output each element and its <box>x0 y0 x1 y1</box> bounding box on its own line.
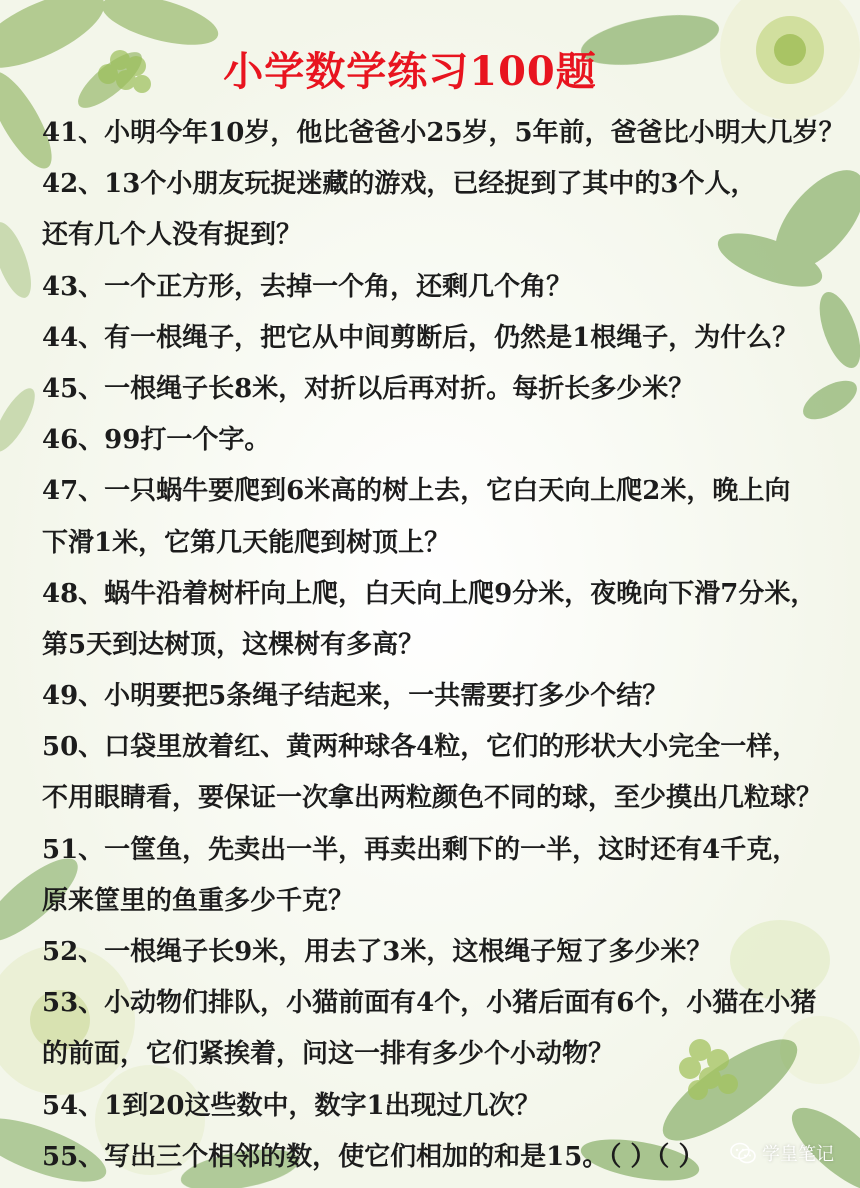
question-list <box>42 108 852 1183</box>
watermark <box>730 1140 834 1166</box>
watermark-text: 学皇笔记 <box>762 1144 834 1165</box>
text-line: 54、1到20这些数中，数字1出现过几次？ <box>42 1090 541 1121</box>
text-line: 44、有一根绳子，把它从中间剪断后，仍然是1根绳子，为什么？ <box>42 322 799 353</box>
text-line: 49、小明要把5条绳子结起来，一共需要打多少个结？ <box>42 681 669 712</box>
text-line: 原来筐里的鱼重多少千克？ <box>42 885 355 916</box>
text-line: 43、一个正方形，去掉一个角，还剩几个角？ <box>42 271 573 302</box>
text-line: 45、一根绳子长8米，对折以后再对折。每折长多少米？ <box>42 373 695 404</box>
text-line: 第5天到达树顶，这棵树有多高？ <box>42 629 425 660</box>
text-line: 47、一只蜗牛要爬到6米高的树上去，它白天向上爬2米，晚上向 <box>42 476 791 507</box>
text-line: 不用眼睛看，要保证一次拿出两粒颜色不同的球，至少摸出几粒球？ <box>42 783 823 814</box>
wechat-icon <box>730 1142 756 1164</box>
text-line: 48、蜗牛沿着树杆向上爬，白天向上爬9分米，夜晚向下滑7分米， <box>42 578 817 609</box>
text-line: 55、写出三个相邻的数，使它们相加的和是15。（ ）（ ） <box>42 1141 705 1172</box>
text-line: 41、小明今年10岁，他比爸爸小25岁，5年前，爸爸比小明大几岁？ <box>42 118 845 148</box>
text-line: 46、99打一个字。 <box>42 425 271 456</box>
text-line: 52、一根绳子长9米，用去了3米，这根绳子短了多少米？ <box>42 937 713 967</box>
page-title: 小学数学练习100题 <box>223 48 597 95</box>
text-line: 42、13个小朋友玩捉迷藏的游戏，已经捉到了其中的3个人， <box>42 169 757 200</box>
text-line: 50、口袋里放着红、黄两种球各4粒，它们的形状大小完全一样， <box>42 732 799 763</box>
text-line: 53、小动物们排队，小猫前面有4个，小猪后面有6个，小猫在小猪 <box>42 988 817 1019</box>
text-line: 的前面，它们紧挨着，问这一排有多少个小动物？ <box>42 1039 615 1070</box>
text-line: 下滑1米，它第几天能爬到树顶上？ <box>42 527 451 558</box>
text-line: 51、一筐鱼，先卖出一半，再卖出剩下的一半，这时还有4千克， <box>42 834 799 865</box>
text-line: 还有几个人没有捉到？ <box>42 220 303 251</box>
